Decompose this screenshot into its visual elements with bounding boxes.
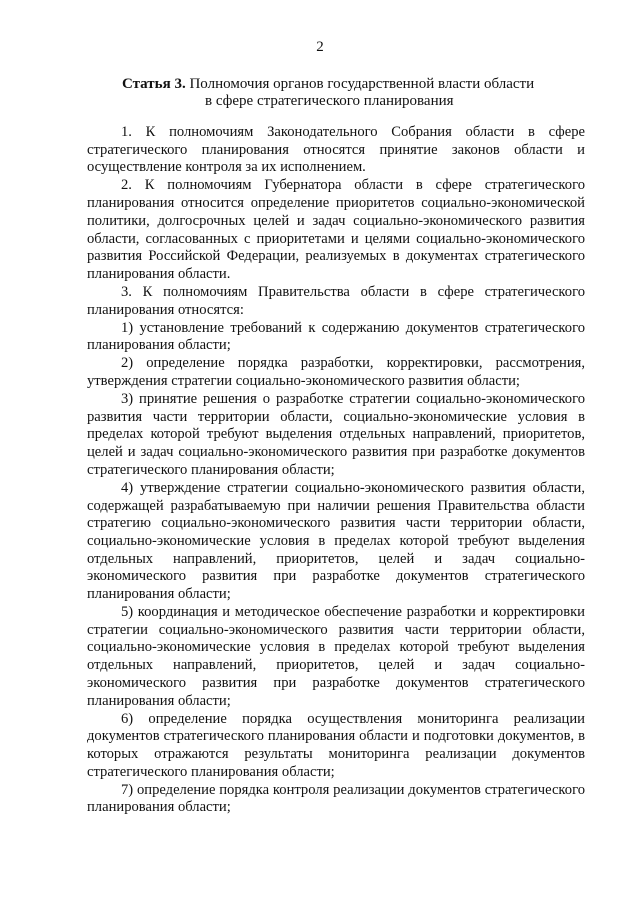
page-number: 2 — [316, 39, 324, 55]
paragraph: 1. К полномочиям Законодательного Собрания области в сфере стратегического планирования относятся принятие законов области и осуществление контроля за их исполнением. — [87, 124, 585, 176]
paragraph: 1) установление требований к содержанию документов стратегического планирования области; — [87, 319, 585, 354]
paragraph: 2. К полномочиям Губернатора области в сфере стратегического планирования относится определение приоритетов социально-экономической политики, долгосрочных целей и задач социально-экономического развития области, согласованных с приоритетами и целями социально-экономического развития Российской Федерации, реализуемых в документах стратегического планирования области. — [87, 177, 585, 282]
paragraph: 3. К полномочиям Правительства области в сфере стратегического планирования относятся: — [87, 283, 585, 318]
article-label: Статья 3. — [122, 76, 186, 92]
paragraph: 2) определение порядка разработки, корректировки, рассмотрения, утверждения стратегии социально-экономического развития области; — [87, 355, 585, 390]
paragraph: 7) определение порядка контроля реализации документов стратегического планирования области; — [87, 781, 585, 816]
article-heading — [122, 76, 582, 110]
paragraph: 6) определение порядка осуществления мониторинга реализации документов стратегического планирования области и подготовки документов, в которых отражаются результаты мониторинга реализации документов стратегического планирования области; — [87, 710, 585, 780]
paragraph: 4) утверждение стратегии социально-экономического развития области, содержащей разрабатываемую при наличии решения Правительства области стратегию социально-экономического развития части территории области, социально-экономические условия в пределах которой требуют выделения отдельных направлений, приоритетов, целей и задач социально-экономического развития при разработке документов стратегического планирования области; — [87, 479, 585, 603]
article-title-line-1: Полномочия органов государственной власти области — [189, 76, 535, 92]
paragraph: 5) координация и методическое обеспечение разработки и корректировки стратегии социально-экономического развития части территории области, социально-экономические условия в пределах которой требуют выделения отдельных направлений, приоритетов, целей и задач социально-экономического развития при разработке документов стратегического планирования области; — [87, 604, 585, 709]
paragraph: 3) принятие решения о разработке стратегии социально-экономического развития части территории области, социально-экономические условия в пределах которой требуют выделения отдельных направлений, приоритетов, целей и задач социально-экономического развития при разработке документов стратегического планирования области; — [87, 391, 585, 478]
article-title-line-2: в сфере стратегического планирования — [205, 93, 454, 109]
article-body — [87, 124, 585, 817]
